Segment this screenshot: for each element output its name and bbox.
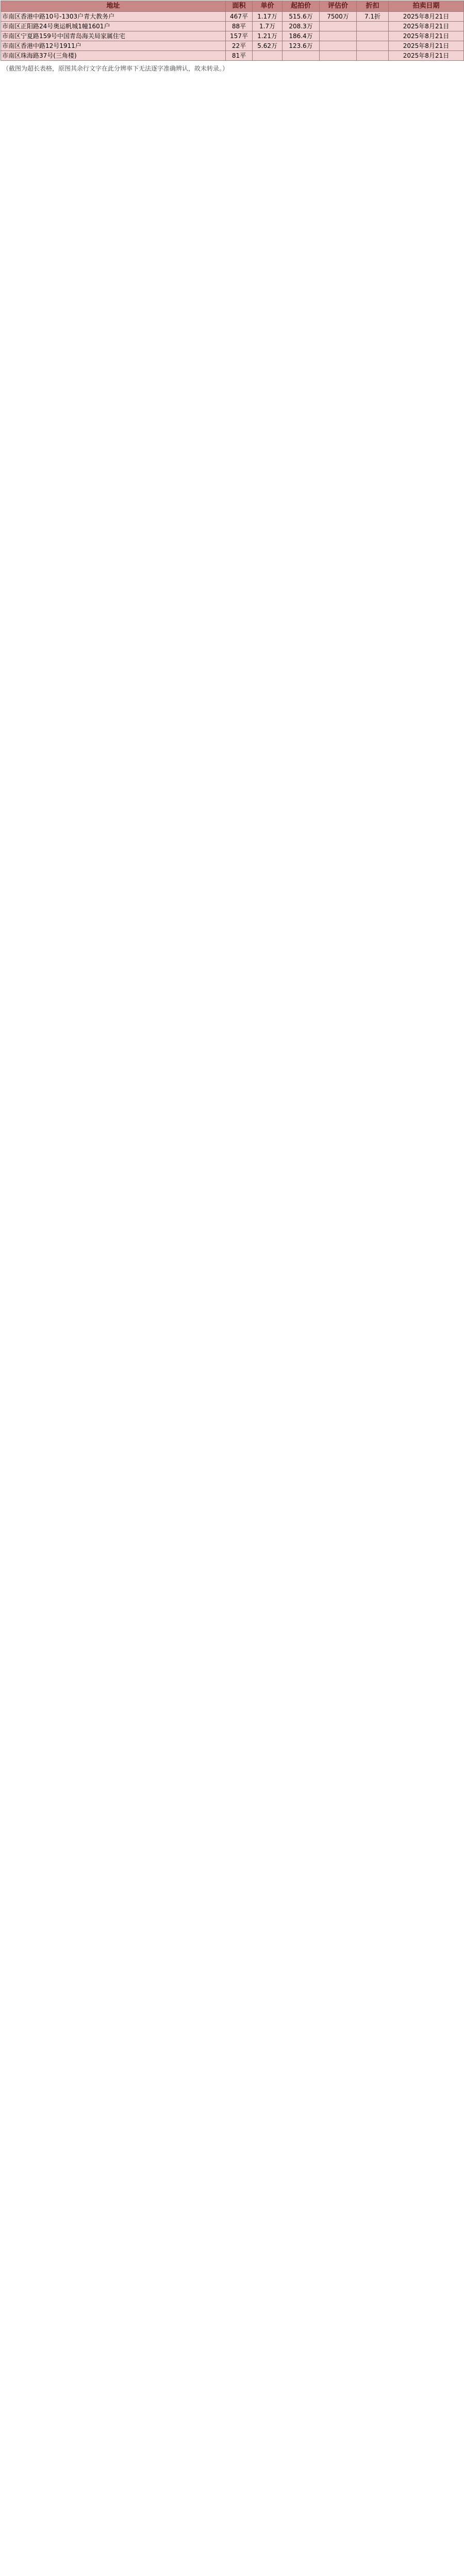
cell-address: 市南区宁夏路159号中国青岛海关局家属住宅	[1, 31, 226, 41]
cell-start-price: 208.3万	[283, 22, 320, 31]
cell-area: 157平	[226, 31, 253, 41]
cell-start-price: 186.4万	[283, 31, 320, 41]
cell-area: 81平	[226, 51, 253, 61]
table-row	[1, 12, 464, 22]
cell-unit-price: 1.21万	[253, 31, 283, 41]
table-row	[1, 41, 464, 51]
cell-auction-date: 2025年8月21日	[389, 41, 464, 51]
table-header-row	[1, 1, 464, 12]
cell-discount	[357, 41, 389, 51]
cell-discount: 7.1折	[357, 12, 389, 22]
table-row	[1, 22, 464, 31]
table-body	[1, 12, 464, 61]
cell-address: 市南区珠海路37号(三角楼)	[1, 51, 226, 61]
cell-start-price: 123.6万	[283, 41, 320, 51]
cell-auction-date: 2025年8月21日	[389, 51, 464, 61]
cell-discount	[357, 51, 389, 61]
cell-start-price	[283, 51, 320, 61]
cell-unit-price: 1.7万	[253, 22, 283, 31]
listing-page	[1, 1, 463, 76]
cell-address: 市南区香港中路12号1911户	[1, 41, 226, 51]
cell-discount	[357, 31, 389, 41]
column-header-discount: 折扣	[357, 1, 389, 12]
cell-evaluation	[320, 51, 357, 61]
cell-evaluation	[320, 41, 357, 51]
cell-area: 22平	[226, 41, 253, 51]
cell-unit-price: 1.17万	[253, 12, 283, 22]
cell-auction-date: 2025年8月21日	[389, 31, 464, 41]
cell-evaluation: 7500万	[320, 12, 357, 22]
table-row	[1, 51, 464, 61]
transcription-note: （截图为超长表格，原图其余行文字在此分辨率下无法逐字准确辨认，故未转录。）	[3, 65, 229, 72]
cell-auction-date: 2025年8月21日	[389, 12, 464, 22]
cell-start-price: 515.6万	[283, 12, 320, 22]
cell-unit-price: 5.62万	[253, 41, 283, 51]
cell-evaluation	[320, 22, 357, 31]
table-row	[1, 31, 464, 41]
cell-area: 88平	[226, 22, 253, 31]
column-header-auction-date: 拍卖日期	[389, 1, 464, 12]
column-header-evaluation: 评估价	[320, 1, 357, 12]
auction-listing-table	[1, 1, 464, 61]
column-header-unit-price: 单价	[253, 1, 283, 12]
cell-address: 市南区正阳路24号奥运帆城1幢1601户	[1, 22, 226, 31]
cell-area: 467平	[226, 12, 253, 22]
column-header-address: 地址	[1, 1, 226, 12]
cell-auction-date: 2025年8月21日	[389, 22, 464, 31]
cell-evaluation	[320, 31, 357, 41]
cell-unit-price	[253, 51, 283, 61]
column-header-start-price: 起拍价	[283, 1, 320, 12]
cell-address: 市南区香港中路10号-1303户青大教务户	[1, 12, 226, 22]
column-header-area: 面积	[226, 1, 253, 12]
cell-discount	[357, 22, 389, 31]
